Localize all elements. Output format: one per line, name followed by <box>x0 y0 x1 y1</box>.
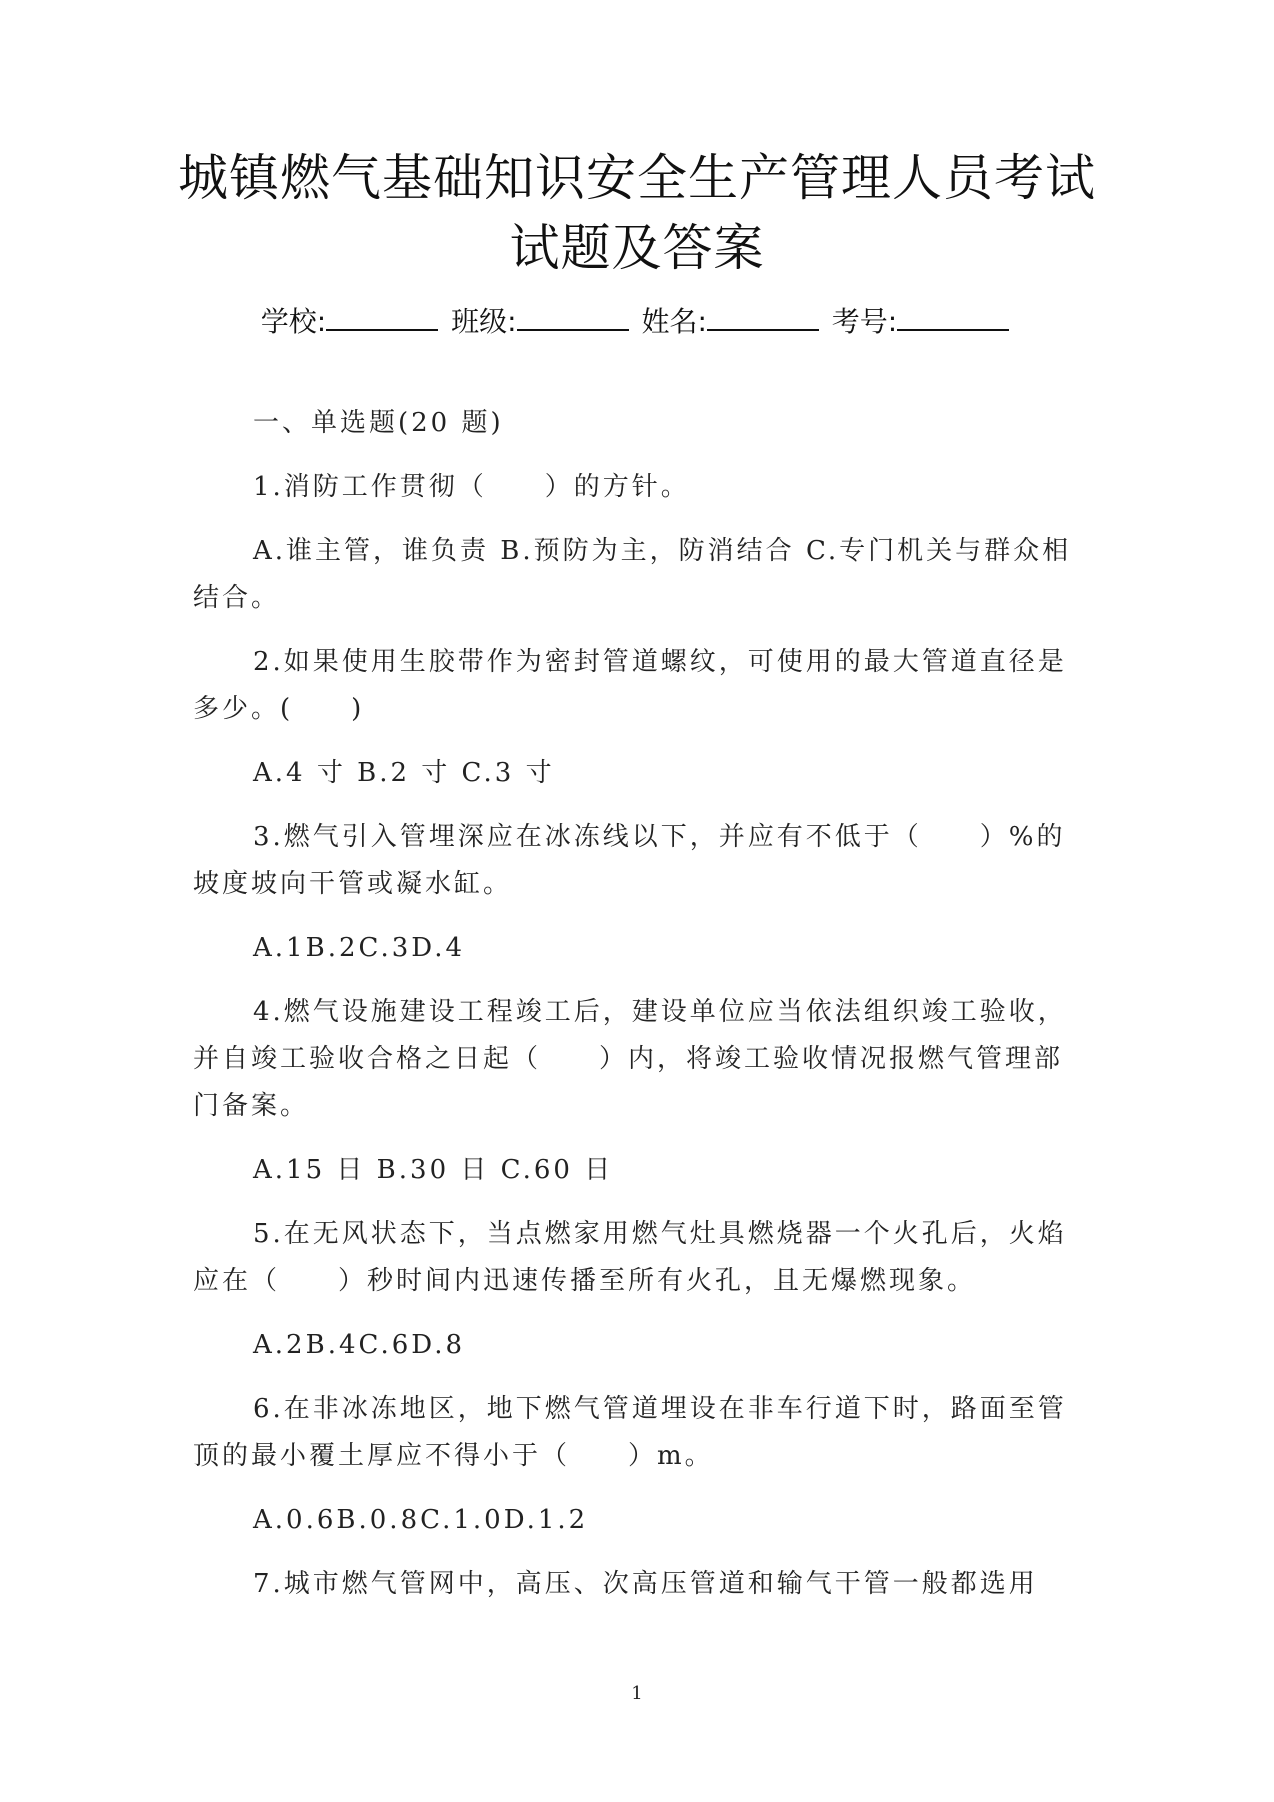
question-text: 7.城市燃气管网中，高压、次高压管道和输气干管一般都选用 <box>253 1569 1038 1599</box>
answer-options: A.15 日 B.30 日 C.60 日 <box>253 1155 614 1185</box>
page-number: 1 <box>631 1683 643 1704</box>
answer-options: A.0.6B.0.8C.1.0D.1.2 <box>253 1505 589 1535</box>
number-label: 考号: <box>831 305 898 338</box>
document-title-line2: 试题及答案 <box>509 219 765 277</box>
class-blank <box>517 303 629 331</box>
answer-options: A.1B.2C.3D.4 <box>253 933 465 963</box>
answer-options: A.谁主管，谁负责 B.预防为主，防消结合 C.专门机关与群众相结合。 <box>193 536 1072 613</box>
document-title-line1: 城镇燃气基础知识安全生产管理人员考试 <box>178 149 1096 207</box>
number-blank <box>897 303 1009 331</box>
question-text: 1.消防工作贯彻（ ）的方针。 <box>253 472 690 502</box>
question-text: 2.如果使用生胶带作为密封管道螺纹，可使用的最大管道直径是多少。( ) <box>193 647 1067 724</box>
question-text: 3.燃气引入管埋深应在冰冻线以下，并应有不低于（ ）%的坡度坡向干管或凝水缸。 <box>193 822 1066 899</box>
question-text: 5.在无风状态下，当点燃家用燃气灶具燃烧器一个火孔后，火焰应在（ ）秒时间内迅速传播至所有火孔，且无爆燃现象。 <box>193 1219 1067 1296</box>
student-info-line <box>0 300 1274 340</box>
school-blank <box>326 303 438 331</box>
answer-options: A.2B.4C.6D.8 <box>253 1330 465 1360</box>
name-blank <box>707 303 819 331</box>
school-label: 学校: <box>260 305 327 338</box>
section-heading: 一、单选题(20 题) <box>253 408 504 438</box>
question-text: 4.燃气设施建设工程竣工后，建设单位应当依法组织竣工验收，并自竣工验收合格之日起（ ）内，将竣工验收情况报燃气管理部门备案。 <box>193 997 1067 1121</box>
document-body <box>193 400 1083 1625</box>
name-label: 姓名: <box>641 305 707 338</box>
answer-options: A.4 寸 B.2 寸 C.3 寸 <box>253 758 555 788</box>
class-label: 班级: <box>451 305 517 338</box>
question-text: 6.在非冰冻地区，地下燃气管道埋设在非车行道下时，路面至管顶的最小覆土厚应不得小于（ ）m。 <box>193 1394 1067 1471</box>
